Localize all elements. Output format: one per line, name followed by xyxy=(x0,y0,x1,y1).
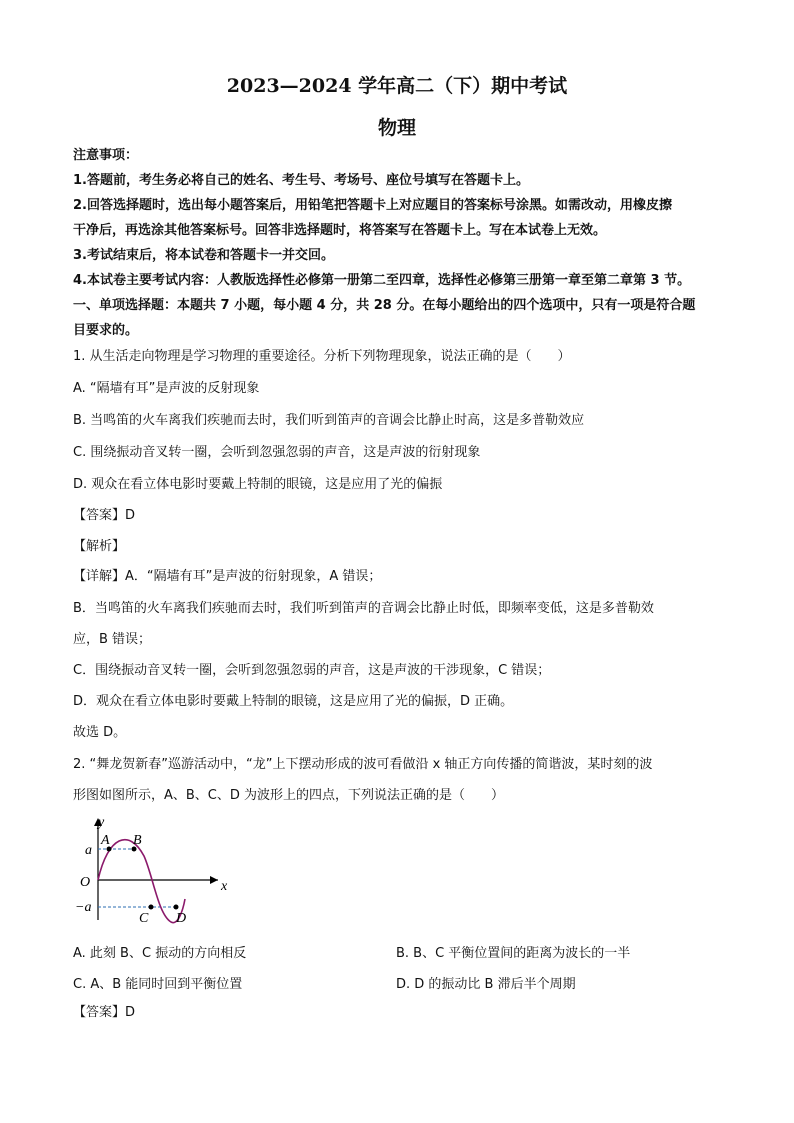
point-d xyxy=(174,905,179,910)
point-c xyxy=(149,905,154,910)
q2-option-d: D. D 的振动比 B 滞后半个周期 xyxy=(396,977,576,992)
q2-option-b: B. B、C 平衡位置间的距离为波长的一半 xyxy=(396,946,631,961)
notice-item-4: 4.本试卷主要考试内容：人教版选择性必修第一册第二至四章，选择性必修第三册第一章至第二章第 3 节。 xyxy=(73,273,691,288)
label-d: D xyxy=(176,911,187,926)
q1-detail-c: C．围绕振动音叉转一圈，会听到忽强忽弱的声音，这是声波的干涉现象，C 错误； xyxy=(73,663,551,678)
exam-title: 2023—2024 学年高二（下）期中考试 xyxy=(226,75,568,97)
x-axis-arrow xyxy=(210,876,218,884)
origin-label: O xyxy=(80,875,91,890)
q1-detail-a: 【详解】A．“隔墙有耳”是声波的衍射现象，A 错误； xyxy=(73,569,382,584)
label-b: B xyxy=(133,833,142,848)
label-c: C xyxy=(139,911,149,926)
wave-figure xyxy=(73,814,233,926)
q1-conclusion: 故选 D。 xyxy=(73,725,127,740)
label-a: A xyxy=(101,833,110,848)
q1-option-a: A. “隔墙有耳”是声波的反射现象 xyxy=(73,381,260,396)
notice-item-3: 3.考试结束后，将本试卷和答题卡一并交回。 xyxy=(73,248,334,263)
exam-subject: 物理 xyxy=(377,117,416,139)
q2-answer: 【答案】D xyxy=(73,1005,136,1020)
neg-a-tick-label: −a xyxy=(75,900,92,915)
q1-detail-b-line2: 应，B 错误； xyxy=(73,632,152,647)
q1-analysis-label: 【解析】 xyxy=(73,539,126,554)
q1-option-b: B. 当鸣笛的火车离我们疾驰而去时，我们听到笛声的音调会比静止时高，这是多普勒效应 xyxy=(73,413,585,428)
q1-answer: 【答案】D xyxy=(73,508,136,523)
q1-detail-d: D．观众在看立体电影时要戴上特制的眼镜，这是应用了光的偏振，D 正确。 xyxy=(73,694,514,709)
q1-option-d: D. 观众在看立体电影时要戴上特制的眼镜，这是应用了光的偏振 xyxy=(73,477,443,492)
notice-item-1: 1.答题前，考生务必将自己的姓名、考生号、考场号、座位号填写在答题卡上。 xyxy=(73,173,529,188)
notice-item-2-line1: 2.回答选择题时，选出每小题答案后，用铅笔把答题卡上对应题目的答案标号涂黑。如需改动，用橡皮擦 xyxy=(73,198,672,213)
q2-stem-line2: 形图如图所示，A、B、C、D 为波形上的四点，下列说法正确的是（ ） xyxy=(73,788,505,803)
y-label: y xyxy=(98,815,105,830)
q2-option-c: C. A、B 能同时回到平衡位置 xyxy=(73,977,243,992)
q1-stem: 1. 从生活走向物理是学习物理的重要途径。分析下列物理现象，说法正确的是（ ） xyxy=(73,349,571,364)
notice-item-2-line2: 干净后，再选涂其他答案标号。回答非选择题时，将答案写在答题卡上。写在本试卷上无效。 xyxy=(73,223,607,238)
section-heading-line1: 一、单项选择题：本题共 7 小题，每小题 4 分，共 28 分。在每小题给出的四个选项中，只有一项是符合题 xyxy=(73,298,696,313)
a-tick-label: a xyxy=(85,843,92,858)
q1-option-c: C. 围绕振动音叉转一圈，会听到忽强忽弱的声音，这是声波的衍射现象 xyxy=(73,445,481,460)
notice-heading: 注意事项： xyxy=(73,148,139,163)
q1-detail-b-line1: B．当鸣笛的火车离我们疾驰而去时，我们听到笛声的音调会比静止时低，即频率变低，这是多普勒效 xyxy=(73,601,654,616)
x-label: x xyxy=(221,879,228,894)
section-heading-line2: 目要求的。 xyxy=(73,323,139,338)
q2-option-a: A. 此刻 B、C 振动的方向相反 xyxy=(73,946,247,961)
q2-stem-line1: 2. “舞龙贺新春”巡游活动中，“龙”上下摆动形成的波可看做沿 x 轴正方向传播的简谐波，某时刻的波 xyxy=(73,757,653,772)
